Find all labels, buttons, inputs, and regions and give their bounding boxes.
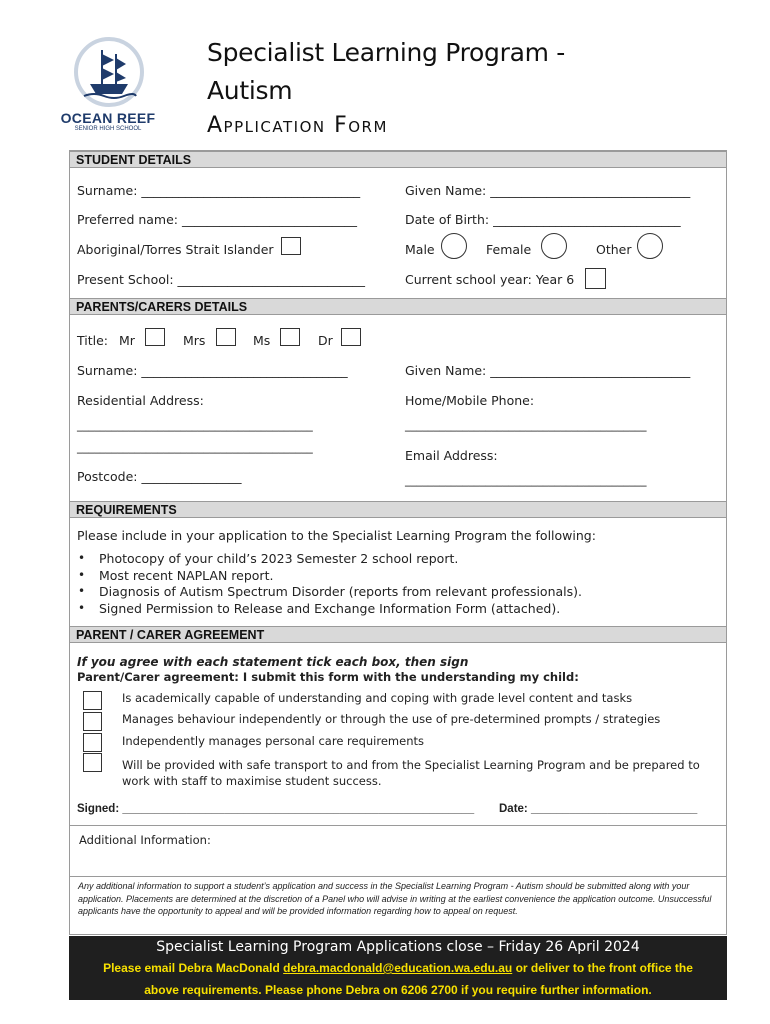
school-year-label: Current school year: Year 6 bbox=[405, 272, 575, 287]
ms-checkbox[interactable] bbox=[280, 328, 300, 346]
female-label: Female bbox=[486, 242, 532, 257]
mrs-checkbox[interactable] bbox=[216, 328, 236, 346]
footer-contact-line bbox=[69, 961, 727, 975]
requirement-item: Signed Permission to Release and Exchange Information Form (attached). bbox=[99, 601, 561, 616]
agreement-item-continued: work with staff to maximise student success. bbox=[122, 774, 382, 788]
dr-checkbox[interactable] bbox=[341, 328, 361, 346]
page-title bbox=[207, 34, 565, 110]
student-surname-field[interactable]: Surname: ___________________________________ bbox=[77, 183, 361, 198]
requirements-intro: Please include in your application to the Specialist Learning Program the following: bbox=[77, 528, 596, 543]
email-label: Email Address: bbox=[405, 448, 498, 463]
email-line[interactable]: __________________________________________ bbox=[405, 473, 647, 487]
footer-deadline: Specialist Learning Program Applications close – Friday 26 April 2024 bbox=[156, 939, 640, 955]
bullet-icon: • bbox=[78, 601, 86, 615]
requirement-item: Diagnosis of Autism Spectrum Disorder (reports from relevant professionals). bbox=[99, 584, 583, 599]
phone-label: Home/Mobile Phone: bbox=[405, 393, 535, 408]
agreement-item: Is academically capable of understanding and coping with grade level content and tasks bbox=[122, 691, 633, 705]
student-given-name-field[interactable]: Given Name: ________________________________ bbox=[405, 183, 691, 198]
section-student-details: STUDENT DETAILS bbox=[70, 151, 726, 168]
additional-note: Any additional information to support a student’s application and success in the Specialist Learning Program - Autism should be submitted along with your application. Placements are determined at the discretion of a Panel who will advise in writing at the earliest convenience the application outcome. Unsuccessful applicants have the opportunity to appeal and will be provided information regarding how to appeal on request. bbox=[78, 881, 712, 916]
agreement-item: Will be provided with safe transport to and from the Specialist Learning Program and be prepared to bbox=[122, 758, 700, 772]
male-label: Male bbox=[405, 242, 435, 257]
title-line1: Specialist Learning Program - bbox=[207, 38, 566, 67]
address-line-1[interactable]: _________________________________________ bbox=[77, 418, 313, 432]
title-line2: Autism bbox=[207, 76, 293, 105]
address-label: Residential Address: bbox=[77, 393, 204, 408]
school-name: OCEAN REEF bbox=[60, 110, 156, 126]
requirement-item: Most recent NAPLAN report. bbox=[99, 568, 274, 583]
bullet-icon: • bbox=[78, 551, 86, 565]
bullet-icon: • bbox=[78, 568, 86, 582]
postcode-field[interactable]: Postcode: ________________ bbox=[77, 469, 242, 484]
male-radio[interactable] bbox=[441, 233, 467, 259]
agreement-checkbox[interactable] bbox=[83, 733, 102, 752]
school-subtitle: SENIOR HIGH SCHOOL bbox=[74, 126, 142, 132]
mr-label: Mr bbox=[119, 333, 135, 348]
aboriginal-checkbox[interactable] bbox=[281, 237, 301, 255]
female-radio[interactable] bbox=[541, 233, 567, 259]
additional-info-field[interactable]: Additional Information: bbox=[79, 833, 211, 847]
mrs-label: Mrs bbox=[183, 333, 206, 348]
signed-field[interactable]: Signed: _______________________________________________________ bbox=[77, 803, 475, 815]
year6-checkbox[interactable] bbox=[585, 268, 606, 289]
agreement-checkbox[interactable] bbox=[83, 691, 102, 710]
mr-checkbox[interactable] bbox=[145, 328, 165, 346]
requirement-item: Photocopy of your child’s 2023 Semester 2 school report. bbox=[99, 551, 459, 566]
agreement-checkbox[interactable] bbox=[83, 753, 102, 772]
address-line-2[interactable]: _________________________________________ bbox=[77, 440, 313, 454]
footer-email-suffix: or deliver to the front office the bbox=[512, 961, 693, 975]
parent-surname-field[interactable]: Surname: _________________________________ bbox=[77, 363, 348, 378]
other-label: Other bbox=[596, 242, 632, 257]
divider bbox=[70, 825, 726, 826]
section-parents-details: PARENTS/CARERS DETAILS bbox=[70, 298, 726, 315]
agreement-item: Independently manages personal care requirements bbox=[122, 734, 424, 748]
date-of-birth-field[interactable]: Date of Birth: ______________________________ bbox=[405, 212, 681, 227]
footer-email-link[interactable]: debra.macdonald@education.wa.edu.au bbox=[283, 961, 513, 975]
preferred-name-field[interactable]: Preferred name: ____________________________ bbox=[77, 212, 357, 227]
agreement-statement: Parent/Carer agreement: I submit this form with the understanding my child: bbox=[77, 670, 579, 684]
agreement-checkbox[interactable] bbox=[83, 712, 102, 731]
divider bbox=[70, 876, 726, 877]
ms-label: Ms bbox=[253, 333, 271, 348]
phone-line[interactable]: __________________________________________ bbox=[405, 418, 647, 432]
date-field[interactable]: Date: __________________________ bbox=[499, 803, 698, 815]
parent-given-name-field[interactable]: Given Name: ________________________________ bbox=[405, 363, 691, 378]
footer-email-prefix: Please email Debra MacDonald bbox=[103, 961, 284, 975]
dr-label: Dr bbox=[318, 333, 333, 348]
agreement-item: Manages behaviour independently or through the use of pre-determined prompts / strategies bbox=[122, 712, 661, 726]
agreement-instruction: If you agree with each statement tick each box, then sign bbox=[77, 655, 469, 669]
other-radio[interactable] bbox=[637, 233, 663, 259]
bullet-icon: • bbox=[78, 584, 86, 598]
aboriginal-label: Aboriginal/Torres Strait Islander bbox=[77, 242, 274, 257]
section-agreement: PARENT / CARER AGREEMENT bbox=[70, 626, 726, 643]
section-requirements: REQUIREMENTS bbox=[70, 501, 726, 518]
form-subtitle: Application Form bbox=[207, 113, 388, 138]
present-school-field[interactable]: Present School: ______________________________ bbox=[77, 272, 366, 287]
title-label: Title: bbox=[77, 333, 108, 348]
footer-phone-line: above requirements. Please phone Debra on 6206 2700 if you require further information. bbox=[144, 983, 652, 997]
